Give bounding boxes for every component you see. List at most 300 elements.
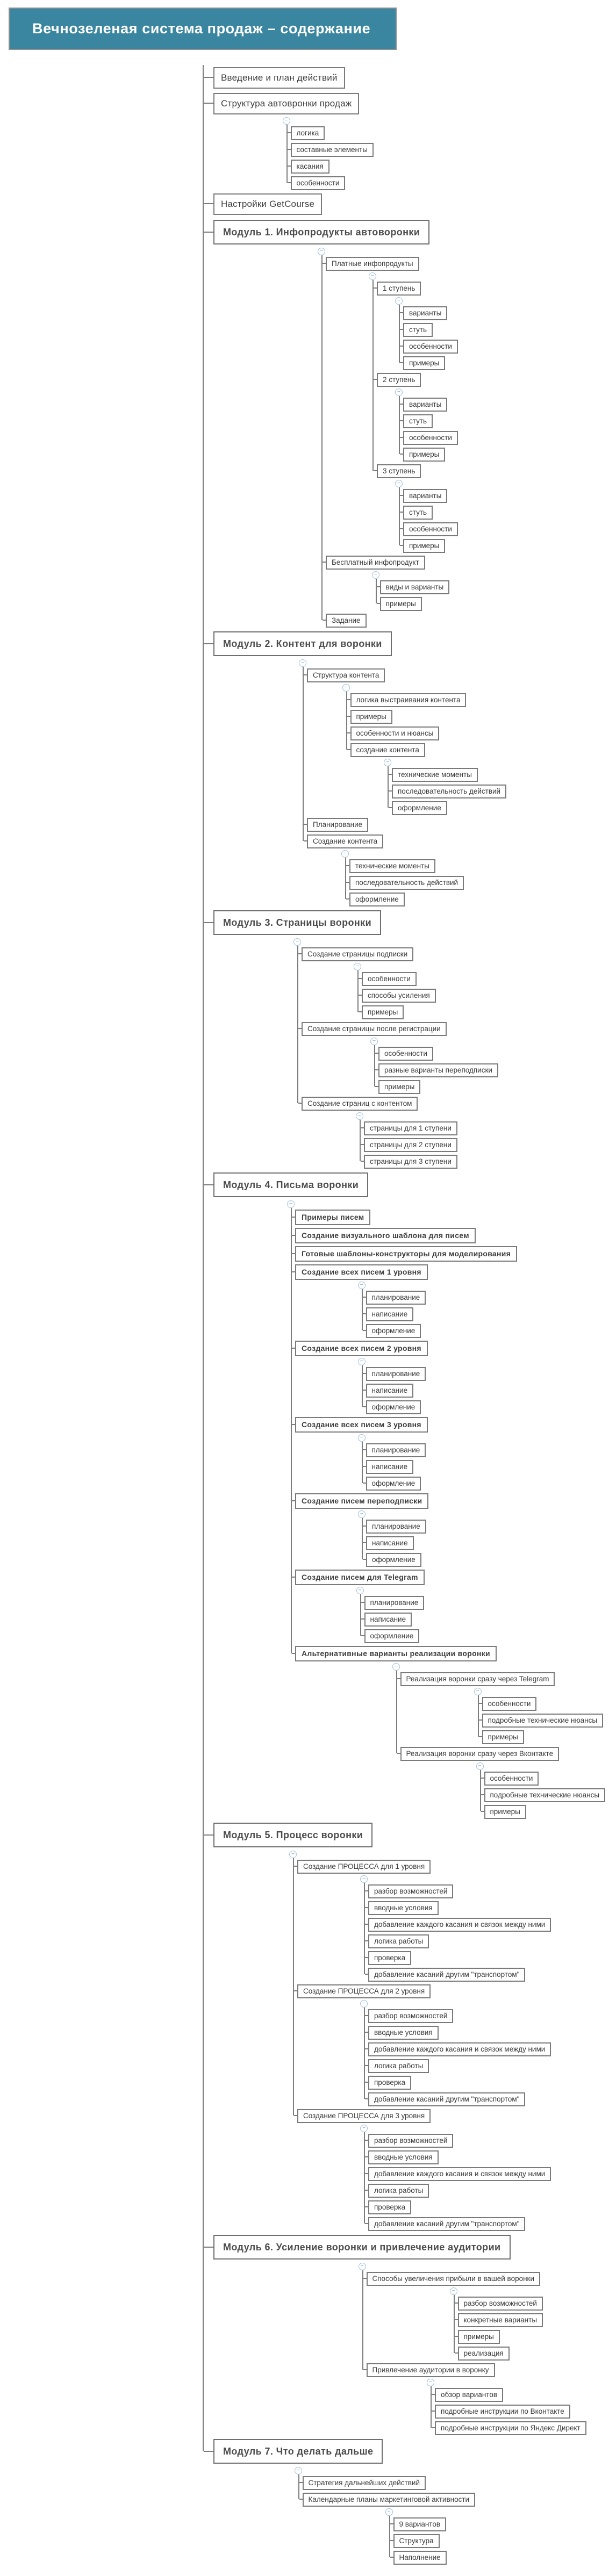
collapse-toggle-icon[interactable]: − [295,2467,302,2474]
subtopic-box[interactable]: Создание ПРОЦЕССА для 2 уровня [297,1984,431,1998]
subtopic-box[interactable]: разбор возможностей [368,2134,453,2148]
subtopic-box[interactable]: Привлечение аудитории в воронку [367,2363,495,2377]
children-group [296,2467,609,2566]
tree-row [393,2516,609,2532]
tree-branch [431,2403,609,2420]
subtopic-box[interactable]: написание [364,1613,412,1627]
collapse-toggle-icon[interactable]: − [384,759,391,766]
subtopic-box[interactable]: особенности [403,431,458,445]
tree-row [368,2182,609,2199]
collapse-toggle-icon[interactable]: − [385,2508,393,2516]
tree-branch [303,833,609,908]
subtopic-box[interactable]: подробные инструкции по Вконтакте [435,2405,570,2419]
subtopic-box[interactable]: Стратегия дальнейших действий [303,2476,426,2490]
children-group [291,1851,609,2232]
subtopic-box[interactable]: 9 вариантов [393,2517,447,2531]
tree-row [364,1611,609,1628]
tree-branch [360,1120,609,1136]
tree-row [366,1306,609,1322]
children-group [374,572,609,612]
tree-branch [399,355,609,371]
subtopic-box[interactable]: проверка [368,2076,411,2090]
topic-box[interactable]: Структура автовронки продаж [213,93,359,114]
subtopic-box[interactable]: Создание писем для Telegram [295,1570,425,1585]
tree-row [349,891,609,908]
tree-row [393,2532,609,2549]
subtopic-box[interactable]: последовательность действий [349,876,464,890]
subtopic-box[interactable]: 3 ступень [377,464,421,478]
collapse-toggle-icon[interactable]: − [358,1282,366,1289]
collapse-toggle-icon[interactable]: − [287,1200,295,1208]
subtopic-box[interactable]: Примеры писем [295,1210,370,1225]
children-group [397,389,609,463]
collapse-toggle-icon[interactable]: − [450,2287,457,2295]
tree-branch [286,158,609,175]
collapse-toggle-icon[interactable]: − [359,2263,366,2270]
tree-branch [203,2232,609,2436]
subtopic-box[interactable]: вводные условия [368,1901,439,1915]
collapse-toggle-icon[interactable]: − [283,117,290,125]
collapse-toggle-icon[interactable]: − [358,1510,366,1518]
subtopic-box[interactable]: добавление касаний другим "транспортом" [368,1968,525,1982]
subtopic-box[interactable]: написание [366,1384,414,1398]
collapse-toggle-icon[interactable]: − [395,388,403,396]
subtopic-box[interactable]: способы усиления [362,989,436,1003]
collapse-toggle-icon[interactable]: − [293,938,301,946]
tree-branch [286,141,609,158]
collapse-toggle-icon[interactable]: − [299,659,306,667]
tree-row [403,396,609,413]
tree-root [203,65,609,2566]
subtopic-box[interactable]: примеры [403,448,445,462]
subtopic-box[interactable]: логика работы [368,1934,429,1948]
tree-branch [203,217,609,629]
subtopic-box[interactable]: вводные условия [368,2026,439,2040]
tree-branch [364,2182,609,2199]
module-box[interactable]: Модуль 3. Страницы воронки [213,910,381,935]
tree-branch [362,1322,609,1339]
subtopic-box[interactable]: оформление [349,893,405,906]
subtopic-box[interactable]: Создание страницы после регистрации [302,1022,447,1036]
subtopic-box[interactable]: Создание страницы подписки [302,947,413,961]
subtopic-box[interactable]: добавление каждого касания и связок между ними [368,1918,551,1932]
tree-row [295,1644,609,1663]
subtopic-box[interactable]: конкретные варианты [458,2313,543,2327]
tree-row [368,1933,609,1949]
collapse-toggle-icon[interactable]: − [358,1434,366,1442]
tree-branch [291,1339,609,1415]
subtopic-box[interactable]: оформление [366,1324,421,1338]
subtopic-box[interactable]: примеры [380,597,422,611]
collapse-toggle-icon[interactable]: − [318,248,325,255]
tree-row [368,2041,609,2057]
subtopic-box[interactable]: добавление каждого касания и связок между ними [368,2167,551,2181]
subtopic-box[interactable]: Бесплатный инфопродукт [326,556,425,570]
subtopic-box[interactable]: оформление [366,1553,421,1567]
subtopic-box[interactable]: особенности [362,972,417,986]
tree-row [367,2270,609,2287]
subtopic-box[interactable]: планирование [366,1291,426,1305]
tree-row [349,874,609,891]
subtopic-box[interactable]: варианты [403,398,447,412]
subtopic-box[interactable]: особенности [403,340,458,354]
tree-branch [321,554,609,612]
tree-branch [303,667,609,816]
subtopic-box[interactable]: примеры [350,710,392,724]
subtopic-box[interactable]: логика работы [368,2184,429,2198]
subtopic-box[interactable]: Задание [326,614,367,628]
subtopic-box[interactable]: оформление [392,801,447,815]
collapse-toggle-icon[interactable]: − [289,1851,297,1858]
subtopic-box[interactable]: Создание всех писем 2 уровня [295,1341,428,1356]
subtopic-box[interactable]: Платные инфопродукты [326,257,419,271]
collapse-toggle-icon[interactable]: − [392,1663,400,1671]
children-group [362,1876,609,1983]
collapse-toggle-icon[interactable]: − [356,1587,364,1594]
subtopic-box[interactable]: планирование [366,1443,426,1457]
tree-branch [374,1045,609,1062]
collapse-toggle-icon[interactable]: − [360,2125,368,2132]
tree-row [303,2491,609,2508]
subtopic-box[interactable]: Альтернативные варианты реализации воронки [295,1646,497,1661]
collapse-toggle-icon[interactable]: − [360,1875,368,1883]
subtopic-box[interactable]: примеры [484,1805,526,1819]
subtopic-box[interactable]: особенности [482,1697,537,1711]
tree-branch [388,800,609,816]
subtopic-box[interactable]: Реализация воронки сразу через Telegram [400,1672,555,1686]
tree-row [362,987,609,1004]
subtopic-box[interactable]: 2 ступень [377,373,421,387]
subtopic-box[interactable]: оформление [366,1400,421,1414]
tree-row [291,158,609,175]
tree-row [368,1899,609,1916]
children-group [344,685,609,816]
tree-branch [376,579,609,595]
subtopic-box[interactable]: обзор вариантов [435,2388,503,2402]
tree-branch [357,1004,609,1020]
tree-branch [321,255,609,554]
subtopic-box[interactable]: Способы увеличения прибыли в вашей воронки [367,2272,541,2286]
tree-branch [454,2328,609,2345]
tree-branch [203,65,609,91]
subtopic-box[interactable]: Создание писем переподписки [295,1493,428,1509]
subtopic-box[interactable]: виды и варианты [380,580,450,594]
subtopic-box[interactable]: разбор возможностей [368,1884,453,1898]
subtopic-box[interactable]: стуть [403,506,433,520]
tree-branch [399,396,609,413]
subtopic-box[interactable]: проверка [368,2200,411,2214]
subtopic-box[interactable]: стуть [403,414,433,428]
module-box[interactable]: Модуль 6. Усиление воронки и привлечение аудитории [213,2235,511,2260]
subtopic-box[interactable]: особенности и нюансы [350,726,440,740]
collapse-toggle-icon[interactable]: − [395,480,403,487]
tree-row [295,1415,609,1434]
subtopic-box[interactable]: примеры [378,1080,420,1094]
tree-row [295,1568,609,1586]
topic-box[interactable]: Настройки GetCourse [213,193,322,215]
subtopic-box[interactable]: страницы для 2 ступени [364,1138,457,1152]
subtopic-box[interactable]: планирование [366,1367,426,1381]
collapse-toggle-icon[interactable]: − [354,963,361,970]
tree-row [484,1787,609,1803]
children-group [358,1587,609,1644]
tree-branch [364,1949,609,1966]
tree-branch [286,175,609,191]
subtopic-box[interactable]: добавление касаний другим "транспортом" [368,2092,525,2106]
tree-row [366,1535,609,1551]
module-box[interactable]: Модуль 5. Процесс воронки [213,1823,372,1847]
tree-branch [203,1820,609,2232]
children-group [362,2125,609,2232]
tree-row [368,1916,609,1933]
tree-branch [396,1745,609,1820]
subtopic-box[interactable]: Планирование [307,818,368,832]
tree-branch [399,321,609,338]
subtopic-box[interactable]: Создание ПРОЦЕССА для 1 уровня [297,1860,431,1874]
subtopic-box[interactable]: составные элементы [291,143,374,157]
children-group [284,118,609,191]
tree-branch [298,2491,609,2566]
collapse-toggle-icon[interactable]: − [358,1358,366,1365]
tree-row [213,91,609,117]
tree-branch [360,1153,609,1170]
tree-branch [364,1916,609,1933]
subtopic-box[interactable]: планирование [364,1596,425,1610]
topic-box[interactable]: Введение и план действий [213,67,345,89]
tree-branch [389,2549,609,2566]
tree-row [403,321,609,338]
subtopic-box[interactable]: технические моменты [392,768,478,782]
tree-row [295,1339,609,1357]
tree-branch [364,2041,609,2057]
subtopic-box[interactable]: логика работы [368,2059,429,2073]
collapse-toggle-icon[interactable]: − [427,2379,434,2386]
subtopic-box[interactable]: Структура контента [307,668,385,682]
tree-branch [203,1170,609,1820]
subtopic-box[interactable]: подробные технические нюансы [484,1788,606,1802]
subtopic-box[interactable]: Создание ПРОЦЕССА для 3 уровня [297,2109,431,2123]
subtopic-box[interactable]: разбор возможностей [458,2297,543,2311]
subtopic-box[interactable]: стуть [403,323,433,337]
subtopic-box[interactable]: разбор возможностей [368,2009,453,2023]
subtopic-box[interactable]: Создание страниц с контентом [302,1097,418,1111]
subtopic-box[interactable]: страницы для 3 ступени [364,1155,457,1169]
tree-row [435,2403,609,2420]
collapse-toggle-icon[interactable]: − [342,684,350,692]
subtopic-box[interactable]: варианты [403,306,447,320]
tree-row [482,1695,609,1712]
tree-row [403,521,609,537]
tree-row [403,446,609,463]
subtopic-box[interactable]: подробные инструкции по Яндекс Директ [435,2421,586,2435]
tree-row [213,65,609,91]
children-group [360,1358,609,1415]
collapse-toggle-icon[interactable]: − [369,272,376,280]
tree-row [380,579,609,595]
subtopic-box[interactable]: оформление [364,1629,420,1643]
tree-row [458,2295,609,2312]
collapse-toggle-icon[interactable]: − [370,1038,378,1045]
subtopic-box[interactable]: Реализация воронки сразу через Вконтакте [400,1747,560,1761]
tree-row [368,2091,609,2107]
tree-branch [297,1020,609,1095]
children-group [476,1688,609,1745]
tree-branch [364,1899,609,1916]
tree-row [368,2149,609,2165]
subtopic-box[interactable]: последовательность действий [392,785,506,798]
tree-branch [454,2345,609,2362]
tree-branch [345,858,609,874]
subtopic-box[interactable]: особенности [403,522,458,536]
tree-row [368,2199,609,2215]
subtopic-box[interactable]: Создание всех писем 3 уровня [295,1417,428,1433]
tree-row [368,2165,609,2182]
subtopic-box[interactable]: примеры [458,2330,500,2344]
tree-branch [303,816,609,833]
subtopic-box[interactable]: добавление касаний другим "транспортом" [368,2217,525,2231]
tree-branch [357,970,609,987]
subtopic-box[interactable]: технические моменты [349,859,435,873]
collapse-toggle-icon[interactable]: − [476,1762,484,1770]
tree-branch [362,1475,609,1492]
tree-row [366,1442,609,1458]
children-group [360,1511,609,1568]
subtopic-box[interactable]: варианты [403,489,447,503]
collapse-toggle-icon[interactable]: − [356,1112,363,1120]
subtopic-box[interactable]: создание контента [350,743,425,757]
subtopic-box[interactable]: оформление [366,1477,421,1491]
tree-branch [346,692,609,708]
tree-branch [362,1289,609,1306]
tree-row [482,1712,609,1729]
subtopic-box[interactable]: Наполнение [393,2551,447,2565]
children-group [362,2001,609,2107]
tree-row [364,1594,609,1611]
tree-row [213,191,609,217]
tree-branch [360,1594,609,1611]
tree-branch [372,280,609,371]
tree-branch [399,504,609,521]
tree-row [295,1208,609,1226]
subtopic-box[interactable]: проверка [368,1951,411,1965]
subtopic-box[interactable]: написание [366,1460,414,1474]
module-box[interactable]: Модуль 7. Что делать дальше [213,2439,383,2464]
subtopic-box[interactable]: написание [366,1536,414,1550]
children-group [394,1664,609,1820]
tree-branch [364,1883,609,1899]
children-group [343,851,609,908]
subtopic-box[interactable]: примеры [403,356,445,370]
collapse-toggle-icon[interactable]: − [395,297,403,305]
collapse-toggle-icon[interactable]: − [360,2000,368,2007]
tree-row [297,1858,609,1875]
tree-branch [291,1415,609,1492]
children-group [301,660,609,908]
tree-branch [357,987,609,1004]
subtopic-box[interactable]: добавление каждого касания и связок между ними [368,2042,551,2056]
tree-row [295,1492,609,1510]
subtopic-box[interactable]: 1 ступень [377,282,421,296]
tree-row [378,1062,609,1078]
tree-row [392,783,609,800]
tree-branch [364,2215,609,2232]
tree-row [458,2312,609,2328]
subtopic-box[interactable]: вводные условия [368,2150,439,2164]
tree-branch [478,1712,609,1729]
subtopic-box[interactable]: Создание всех писем 1 уровня [295,1264,428,1280]
tree-row [368,2007,609,2024]
children-group [452,2288,609,2362]
subtopic-box[interactable]: логика выстраивания контента [350,693,467,707]
tree-branch [362,1551,609,1568]
module-box[interactable]: Модуль 4. Письма воронки [213,1172,368,1197]
module-box[interactable]: Модуль 1. Инфопродукты автоворонки [213,220,429,244]
collapse-toggle-icon[interactable]: − [341,850,349,858]
tree-row [366,1475,609,1492]
tree-branch [293,2107,609,2232]
subtopic-box[interactable]: примеры [362,1005,404,1019]
subtopic-box[interactable]: примеры [403,539,445,553]
subtopic-box[interactable]: написание [366,1307,414,1321]
tree-branch [291,1263,609,1339]
tree-branch [478,1729,609,1745]
tree-row [213,908,609,938]
tree-row [368,2024,609,2041]
tree-row [366,1399,609,1415]
subtopic-box[interactable]: Создание визуального шаблона для писем [295,1228,476,1243]
tree-row [366,1382,609,1399]
subtopic-box[interactable]: касания [291,160,329,174]
tree-row [403,429,609,446]
tree-row [484,1803,609,1820]
tree-row [295,1244,609,1263]
module-box[interactable]: Модуль 2. Контент для воронки [213,631,392,656]
subtopic-box[interactable]: реализация [458,2347,510,2361]
subtopic-box[interactable]: особенности [378,1047,433,1061]
tree-branch [389,2516,609,2532]
tree-row [291,175,609,191]
collapse-toggle-icon[interactable]: − [372,571,379,579]
tree-row [435,2420,609,2436]
tree-row [366,1365,609,1382]
subtopic-box[interactable]: особенности [291,176,346,190]
tree-branch [364,2199,609,2215]
subtopic-box[interactable]: Календарные планы маркетинговой активности [303,2493,476,2507]
subtopic-box[interactable]: Создание контента [307,834,383,848]
tree-branch [293,1858,609,1983]
subtopic-box[interactable]: подробные технические нюансы [482,1714,604,1728]
tree-row [291,125,609,141]
subtopic-box[interactable]: разные варианты переподписки [378,1063,498,1077]
subtopic-box[interactable]: логика [291,126,325,140]
subtopic-box[interactable]: Готовые шаблоны-конструкторы для моделирования [295,1246,517,1262]
subtopic-box[interactable]: особенности [484,1772,539,1786]
tree-branch [286,125,609,141]
collapse-toggle-icon[interactable]: − [474,1688,482,1695]
subtopic-box[interactable]: примеры [482,1730,524,1744]
page-title-bar [9,8,397,50]
tree-row [302,1020,609,1037]
tree-branch [346,725,609,742]
subtopic-box[interactable]: планирование [366,1520,426,1534]
tree-row [368,2057,609,2074]
tree-row [350,708,609,725]
subtopic-box[interactable]: Структура [393,2534,440,2548]
children-group [397,298,609,371]
subtopic-box[interactable]: страницы для 1 ступени [364,1121,457,1135]
tree-branch [345,874,609,891]
tree-row [392,766,609,783]
